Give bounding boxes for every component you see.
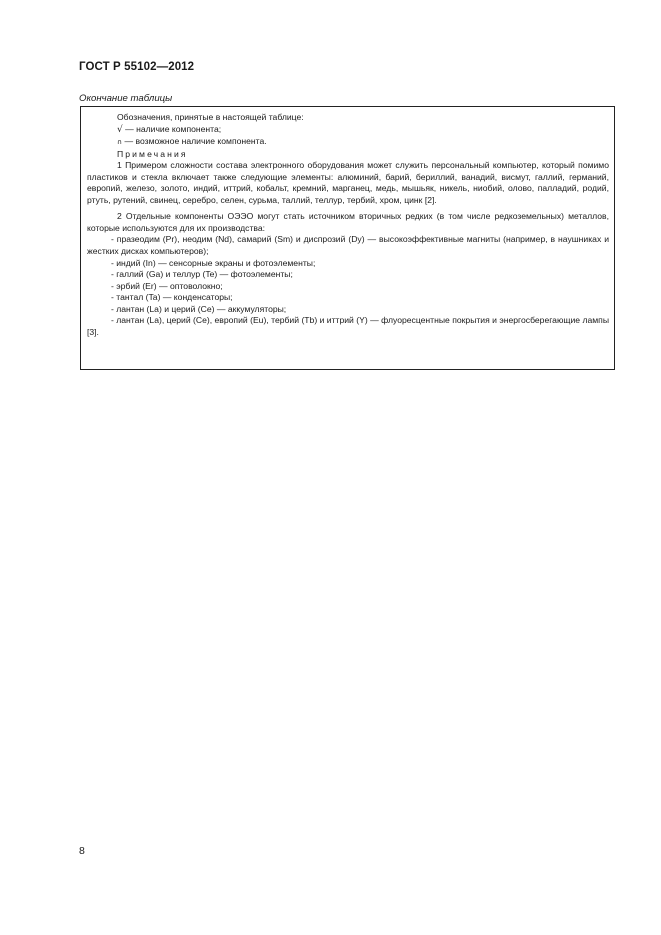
intersection-symbol-icon: ∩	[117, 138, 123, 147]
check-mark-icon: √	[117, 124, 123, 135]
table-notes-box	[80, 106, 615, 370]
table-continuation-caption: Окончание таблицы	[79, 93, 173, 104]
list-item: - эрбий (Er) — оптоволокно;	[111, 280, 223, 291]
legend-title: Обозначения, принятые в настоящей таблице:	[117, 112, 304, 122]
legend-present-text: — наличие компонента;	[122, 123, 222, 134]
notes-heading-text: Примечания	[117, 148, 188, 159]
list-item: - тантал (Ta) — конденсаторы;	[111, 292, 233, 303]
legend-possible-text: — возможное наличие компонента.	[122, 136, 267, 147]
legend-present	[87, 124, 609, 137]
document-header: ГОСТ Р 55102—2012	[79, 61, 195, 73]
note-1: 1 Примером сложности состава электронного оборудования может служить персональный компьютер, который помимо пластиков и стекла включает также следующие элементы: алюминий, барий, бериллий, ванадий, висмут, галлий, германий, европий, железо, золото, индий, иттрий, кобальт, кремний, марганец, медь, мышьяк, никель, ниобий, олово, палладий, родий, ртуть, рутений, свинец, серебро, селен, сурьма, таллий, теллур, тербий, хром, цинк [2].	[87, 160, 609, 205]
list-item: - празеодим (Pr), неодим (Nd), самарий (Sm) и диспрозий (Dy) — высокоэффективные магниты (например, в наушниках и жестких дисках компьютеров);	[87, 234, 609, 257]
page-number: 8	[79, 845, 85, 857]
list-item: - лантан (La), церий (Ce), европий (Eu), тербий (Tb) и иттрий (Y) — флуоресцентные покрытия и энергосберегающие лампы [3].	[87, 315, 609, 337]
list-item: - индий (In) — сенсорные экраны и фотоэлементы;	[111, 257, 316, 268]
legend-possible	[87, 136, 609, 149]
notes-heading	[87, 149, 609, 161]
list-item: - галлий (Ga) и теллур (Te) — фотоэлементы;	[111, 269, 293, 280]
note-2: 2 Отдельные компоненты ОЭЭО могут стать источником вторичных редких (в том числе редкоземельных) металлов, которые используются для их производства:	[87, 211, 609, 233]
list-item: - лантан (La) и церий (Ce) — аккумуляторы;	[111, 303, 287, 314]
